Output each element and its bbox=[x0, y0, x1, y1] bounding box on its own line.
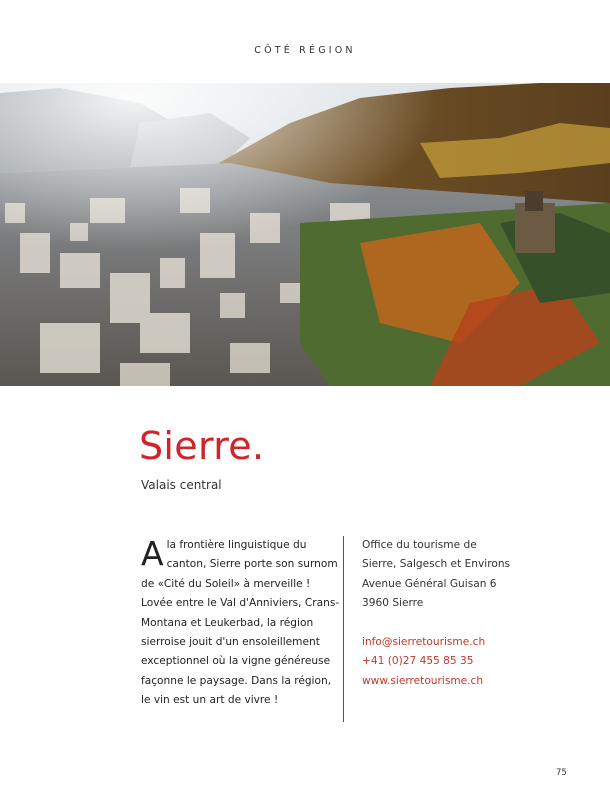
contact-block bbox=[362, 536, 562, 691]
contact-address-line: Avenue Général Guisan 6 bbox=[362, 577, 497, 590]
contact-email-link[interactable]: info@sierretourisme.ch bbox=[362, 636, 486, 649]
section-header: CÔTÉ RÉGION bbox=[254, 45, 356, 56]
article-subtitle: Valais central bbox=[141, 478, 222, 492]
article-title: Sierre. bbox=[139, 424, 265, 468]
contact-phone[interactable]: +41 (0)27 455 85 35 bbox=[362, 655, 474, 668]
contact-address-line: Sierre, Salgesch et Environs bbox=[362, 558, 511, 571]
drop-cap: A bbox=[141, 534, 164, 573]
contact-address-line: Office du tourisme de bbox=[362, 539, 477, 551]
contact-address-line: 3960 Sierre bbox=[362, 597, 424, 610]
hero-photo bbox=[0, 83, 610, 386]
article-body bbox=[141, 536, 341, 711]
page-number: 75 bbox=[556, 768, 567, 778]
column-divider bbox=[343, 536, 344, 722]
article-body-text: la frontière linguistique du canton, Sierre porte son surnom de «Cité du Soleil» à merveille ! Lovée entre le Val d'Anniviers, Crans-Montana et Leukerbad, la région sierroise jouit d'un ensoleillement exceptionnel où la vigne généreuse façonne le paysage. Dans la région, le vin est un art de vivre ! bbox=[141, 539, 340, 707]
contact-website-link[interactable]: www.sierretourisme.ch bbox=[362, 674, 484, 687]
